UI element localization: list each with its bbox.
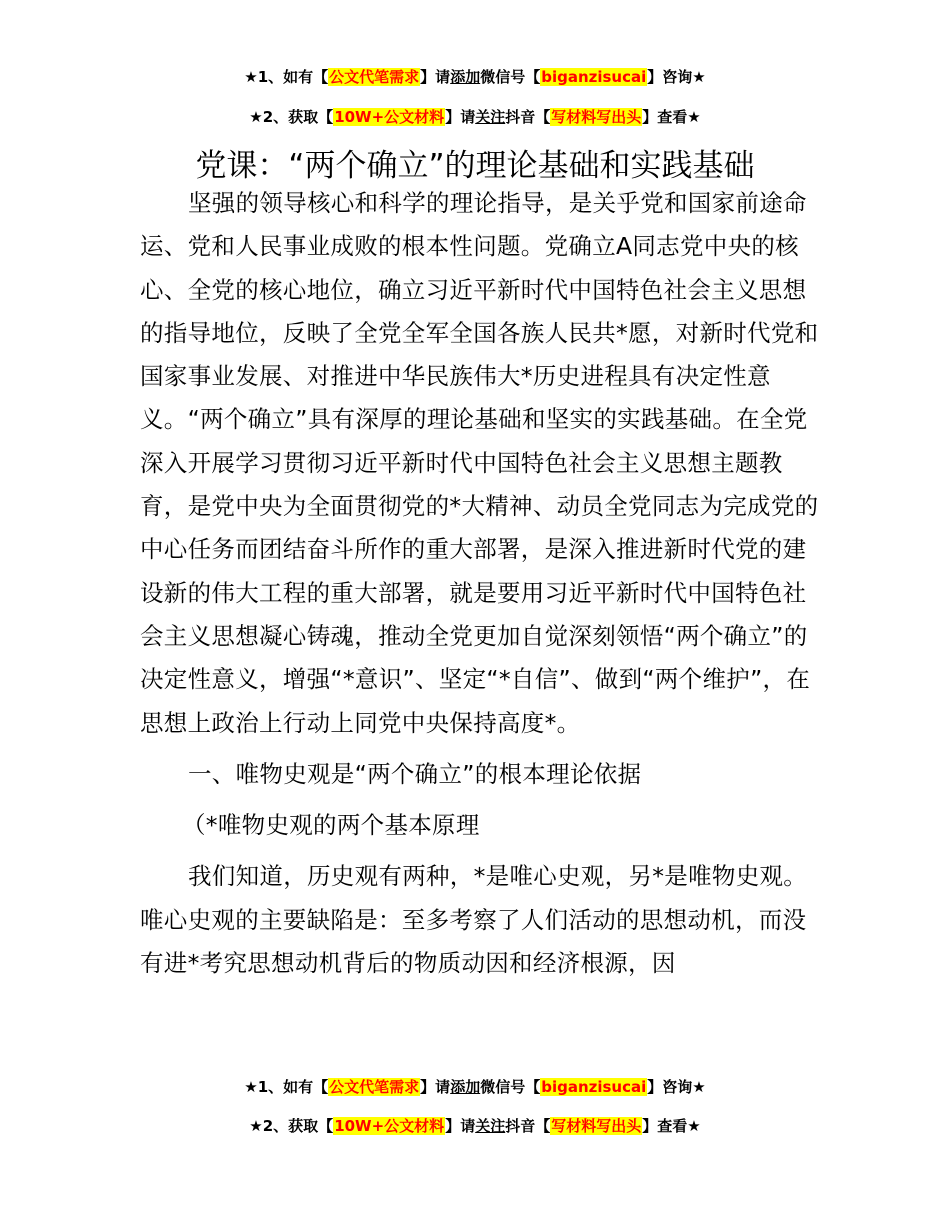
promo-prefix: ★1、如有【 <box>244 68 329 86</box>
promo-suffix: 】查看★ <box>642 1117 701 1135</box>
section-heading: 一、唯物史观是“两个确立”的根本理论依据 <box>188 759 642 788</box>
promo-text: 】请 <box>445 108 476 126</box>
promo-wechat-id: biganzisucai <box>541 68 647 86</box>
promo-underlined: 关注 <box>475 1117 506 1135</box>
header-promo-line-2 <box>0 106 950 128</box>
promo-suffix: 】咨询★ <box>647 68 706 86</box>
promo-wechat-id: biganzisucai <box>541 1078 647 1096</box>
promo-underlined: 添加 <box>450 68 481 86</box>
body-paragraph: 坚强的领导核心和科学的理论指导，是关乎党和国家前途命运、党和人民事业成败的根本性问题。党确立A同志党中央的核心、全党的核心地位，确立习近平新时代中国特色社会主义思想的指导地位，反映了全党全军全国各族人民共*愿，对新时代党和国家事业发展、对推进中华民族伟大*历史进程具有决定性意义。“两个确立”具有深厚的理论基础和坚实的实践基础。在全党深入开展学习贯彻习近平新时代中国特色社会主义思想主题教育，是党中央为全面贯彻党的*大精神、动员全党同志为完成党的中心任务而团结奋斗所作的重大部署，是深入推进新时代党的建设新的伟大工程的重大部署，就是要用习近平新时代中国特色社会主义思想凝心铸魂，推动全党更加自觉深刻领悟“两个确立”的决定性意义，增强“*意识”、坚定“*自信”、做到“两个维护”，在思想上政治上行动上同党中央保持高度*。 <box>140 189 819 737</box>
promo-douyin-id: 写材料写出头 <box>551 108 642 126</box>
promo-underlined: 关注 <box>475 108 506 126</box>
promo-text: 】请 <box>420 68 451 86</box>
document-title: 党课：“两个确立”的理论基础和实践基础 <box>195 148 755 184</box>
document-body <box>140 182 820 985</box>
promo-prefix: ★2、获取【 <box>249 108 334 126</box>
promo-prefix: ★2、获取【 <box>249 1117 334 1135</box>
promo-underlined: 添加 <box>450 1078 481 1096</box>
promo-text: 】请 <box>420 1078 451 1096</box>
promo-prefix: ★1、如有【 <box>244 1078 329 1096</box>
footer-promo-line-1 <box>0 1076 950 1098</box>
promo-text: 微信号【 <box>480 1078 541 1096</box>
header-promo-line-1 <box>0 66 950 88</box>
promo-suffix: 】查看★ <box>642 108 701 126</box>
promo-highlight: 10W+公文材料 <box>334 108 445 126</box>
promo-highlight: 公文代笔需求 <box>329 68 420 86</box>
promo-douyin-id: 写材料写出头 <box>551 1117 642 1135</box>
promo-highlight: 公文代笔需求 <box>329 1078 420 1096</box>
footer-promo-line-2 <box>0 1115 950 1137</box>
section-subheading: （*唯物史观的两个基本原理 <box>182 811 480 840</box>
body-paragraph: 我们知道，历史观有两种，*是唯心史观，另*是唯物史观。唯心史观的主要缺陷是：至多考察了人们活动的思想动机，而没有进*考究思想动机背后的物质动因和经济根源，因 <box>140 862 808 978</box>
promo-text: 抖音【 <box>505 1117 551 1135</box>
promo-highlight: 10W+公文材料 <box>334 1117 445 1135</box>
promo-text: 微信号【 <box>480 68 541 86</box>
promo-suffix: 】咨询★ <box>647 1078 706 1096</box>
promo-text: 】请 <box>445 1117 476 1135</box>
promo-text: 抖音【 <box>505 108 551 126</box>
